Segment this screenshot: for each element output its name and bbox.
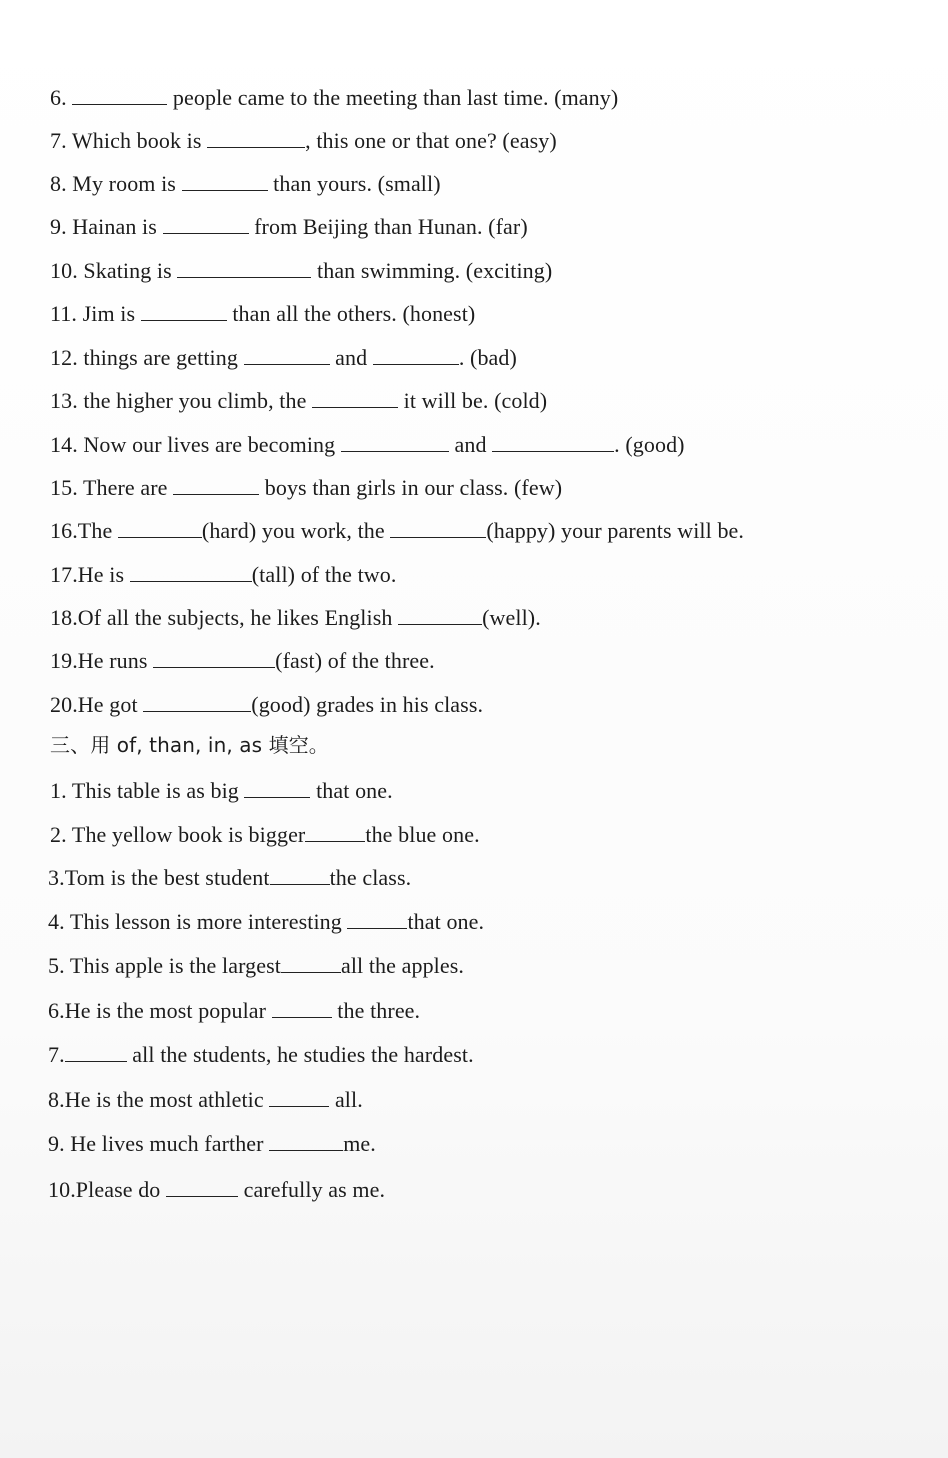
question-text: 14. Now our lives are becoming — [50, 432, 341, 457]
question-line — [50, 562, 397, 588]
answer-blank[interactable] — [207, 129, 305, 148]
question-text: (happy) your parents will be. — [486, 518, 745, 543]
answer-blank[interactable] — [281, 954, 341, 973]
question-text: than swimming. (exciting) — [311, 258, 553, 283]
question-text: 8.He is the most athletic — [48, 1087, 270, 1112]
question-text: from Beijing than Hunan. (far) — [248, 214, 528, 239]
question-line — [50, 258, 552, 284]
question-line — [50, 778, 393, 804]
answer-blank[interactable] — [153, 649, 275, 668]
question-line — [50, 432, 685, 458]
answer-blank[interactable] — [244, 779, 310, 798]
answer-blank[interactable] — [65, 1043, 127, 1062]
answer-blank[interactable] — [390, 519, 486, 538]
answer-blank[interactable] — [347, 910, 407, 929]
question-line — [50, 822, 480, 848]
question-line — [48, 998, 420, 1024]
question-text: 11. Jim is — [50, 301, 141, 326]
question-text: 15. There are — [50, 475, 174, 500]
answer-blank[interactable] — [272, 999, 332, 1018]
question-text: , this one or that one? (easy) — [305, 128, 557, 153]
question-text: it will be. (cold) — [398, 388, 548, 413]
question-text: 1. This table is as big — [50, 778, 245, 803]
question-text: 7. Which book is — [50, 128, 208, 153]
question-line — [48, 1087, 363, 1113]
question-line — [50, 85, 618, 111]
question-text: 10. Skating is — [50, 258, 178, 283]
question-line — [48, 909, 484, 935]
answer-blank[interactable] — [163, 215, 249, 234]
question-text: 4. This lesson is more interesting — [48, 909, 348, 934]
section-heading-text: 三、用 of, than, in, as 填空。 — [50, 733, 329, 757]
answer-blank[interactable] — [143, 693, 251, 712]
answer-blank[interactable] — [269, 1132, 343, 1151]
answer-blank[interactable] — [492, 433, 614, 452]
question-text: . (good) — [614, 432, 685, 457]
question-text: 6.He is the most popular — [48, 998, 272, 1023]
question-text: . (bad) — [458, 345, 517, 370]
question-text: people came to the meeting than last time. (many) — [167, 85, 619, 110]
question-text: 12. things are getting — [50, 345, 244, 370]
answer-blank[interactable] — [305, 823, 365, 842]
answer-blank[interactable] — [270, 866, 330, 885]
question-text: 19.He runs — [50, 648, 154, 673]
question-text: all. — [329, 1087, 363, 1112]
question-text: 18.Of all the subjects, he likes English — [50, 605, 399, 630]
question-text: 8. My room is — [50, 171, 182, 196]
question-text: that one. — [310, 778, 393, 803]
question-line — [50, 171, 441, 197]
question-text: the blue one. — [365, 822, 480, 847]
question-text: 9. He lives much farther — [48, 1131, 270, 1156]
question-text: all the students, he studies the hardest. — [126, 1042, 474, 1067]
question-line — [50, 388, 547, 414]
answer-blank[interactable] — [269, 1088, 329, 1107]
question-line — [50, 128, 557, 154]
question-text: carefully as me. — [238, 1177, 386, 1202]
question-text: (good) grades in his class. — [251, 692, 484, 717]
answer-blank[interactable] — [130, 563, 252, 582]
question-text: (tall) of the two. — [251, 562, 397, 587]
answer-blank[interactable] — [72, 86, 167, 105]
answer-blank[interactable] — [373, 346, 459, 365]
question-text: 20.He got — [50, 692, 144, 717]
question-text: 2. The yellow book is bigger — [50, 822, 306, 847]
question-line — [48, 1131, 376, 1157]
question-text: 16.The — [50, 518, 118, 543]
answer-blank[interactable] — [141, 302, 227, 321]
question-line — [48, 865, 411, 891]
answer-blank[interactable] — [166, 1178, 238, 1197]
question-line — [50, 518, 744, 544]
answer-blank[interactable] — [173, 476, 259, 495]
question-line — [50, 605, 541, 631]
question-text: (hard) you work, the — [201, 518, 391, 543]
question-line — [50, 692, 483, 718]
question-text: 7. — [48, 1042, 65, 1067]
section-heading — [50, 732, 329, 758]
question-text: 3.Tom is the best student — [48, 865, 270, 890]
question-text: and — [448, 432, 493, 457]
question-line — [50, 475, 562, 501]
question-line — [48, 1042, 474, 1068]
answer-blank[interactable] — [398, 606, 482, 625]
question-text: 9. Hainan is — [50, 214, 163, 239]
answer-blank[interactable] — [341, 433, 449, 452]
answer-blank[interactable] — [177, 259, 311, 278]
question-text: me. — [343, 1131, 376, 1156]
question-line — [50, 345, 517, 371]
question-line — [50, 648, 435, 674]
question-text: all the apples. — [340, 953, 465, 978]
question-line — [48, 953, 464, 979]
question-line — [50, 214, 528, 240]
question-text: the class. — [329, 865, 412, 890]
question-text: than yours. (small) — [267, 171, 441, 196]
question-text: 6. — [50, 85, 73, 110]
answer-blank[interactable] — [244, 346, 330, 365]
question-line — [48, 1177, 385, 1203]
question-text: and — [329, 345, 373, 370]
question-text: that one. — [407, 909, 485, 934]
answer-blank[interactable] — [312, 389, 398, 408]
question-text: 10.Please do — [48, 1177, 167, 1202]
question-line — [50, 301, 475, 327]
question-text: than all the others. (honest) — [226, 301, 476, 326]
question-text: (well). — [482, 605, 541, 630]
question-text: (fast) of the three. — [275, 648, 435, 673]
question-text: boys than girls in our class. (few) — [259, 475, 563, 500]
question-text: the three. — [331, 998, 421, 1023]
question-text: 17.He is — [50, 562, 130, 587]
answer-blank[interactable] — [182, 172, 268, 191]
question-text: 13. the higher you climb, the — [50, 388, 313, 413]
question-text: 5. This apple is the largest — [48, 953, 281, 978]
answer-blank[interactable] — [118, 519, 202, 538]
